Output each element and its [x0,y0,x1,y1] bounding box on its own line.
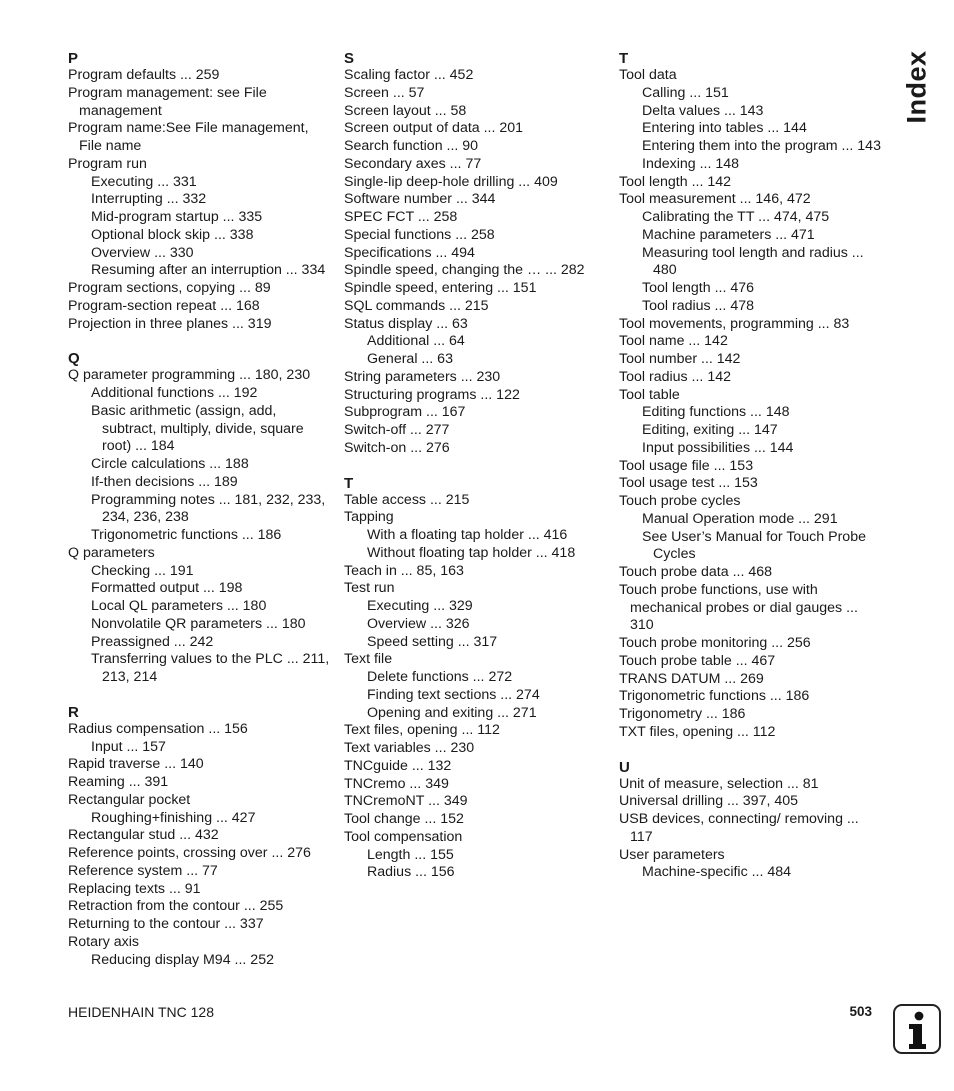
index-entry: Subprogram ... 167 [344,404,466,421]
index-entry: Tool name ... 142 [619,333,728,350]
index-subentry: Optional block skip ... 338 [91,226,254,243]
index-entry: USB devices, connecting/ removing ... 117 [619,811,859,845]
index-entry: Touch probe data ... 468 [619,564,773,580]
section-letter: R [68,703,79,721]
index-entry: Touch probe cycles [619,493,741,509]
index-entry: Replacing texts ... 91 [68,880,201,897]
index-entry: Switch-on ... 276 [344,439,450,456]
index-entry: Screen ... 57 [344,84,425,101]
index-subentry: Overview ... 326 [367,615,470,632]
index-section [344,48,606,458]
index-entry: Reference points, crossing over ... 276 [68,845,311,861]
index-subentry: If-then decisions ... 189 [91,473,238,490]
index-entry: Screen layout ... 58 [344,102,467,119]
index-entry: Universal drilling ... 397, 405 [619,793,799,810]
index-entry: Software number ... 344 [344,191,496,208]
section-letter: P [68,50,79,67]
index-tab-label: Index [901,50,932,124]
index-entry: Tool measurement ... 146, 472 [619,191,811,208]
index-entry: Special functions ... 258 [344,226,495,243]
index-subentry: Without floating tap holder ... 418 [367,544,576,561]
index-entry: Tool length ... 142 [619,173,732,190]
index-subentry: Tool radius ... 478 [642,297,754,314]
index-entry: Rectangular stud ... 432 [68,827,219,844]
index-entry: Reaming ... 391 [68,774,169,790]
index-subentry: General ... 63 [367,351,453,367]
index-subentry: Preassigned ... 242 [91,633,214,650]
index-entry: Program management: see File management [68,84,267,119]
index-entry: TNCguide ... 132 [344,757,452,774]
index-entry: Radius compensation ... 156 [68,720,248,737]
index-subentry: Opening and exiting ... 271 [367,704,537,721]
index-entry: Teach in ... 85, 163 [344,562,464,579]
index-entry: Rapid traverse ... 140 [68,756,204,773]
index-entry: Screen output of data ... 201 [344,120,524,137]
index-entry: Tool table [619,386,680,403]
index-entry: Touch probe monitoring ... 256 [619,635,811,651]
index-subentry: Executing ... 331 [91,173,197,190]
index-entry: String parameters ... 230 [344,368,501,385]
index-entry: Program-section repeat ... 168 [68,297,260,314]
index-entry: Structuring programs ... 122 [344,386,520,403]
index-entry: Tool movements, programming ... 83 [619,315,850,332]
index-subentry: Speed setting ... 317 [367,633,498,650]
index-subentry: Calling ... 151 [642,84,729,101]
index-entry: User parameters [619,846,725,863]
index-entry: Returning to the contour ... 337 [68,916,264,932]
index-entry: Status display ... 63 [344,315,468,332]
index-entry: Reference system ... 77 [68,862,218,879]
index-entry: Touch probe functions, use with mechanical probes or dial gauges ... 310 [619,581,858,634]
index-entry: Projection in three planes ... 319 [68,315,272,332]
index-subentry: Nonvolatile QR parameters ... 180 [91,615,306,632]
index-entry: Tapping [344,509,394,526]
index-entry: Tool usage test ... 153 [619,475,758,492]
index-subentry: Overview ... 330 [91,244,194,261]
index-entry: Table access ... 215 [344,491,470,508]
index-subentry: Input ... 157 [91,738,166,755]
index-subentry: Entering into tables ... 144 [642,120,807,137]
index-subentry: Editing functions ... 148 [642,404,790,421]
index-subentry: Checking ... 191 [91,562,194,579]
index-entry: Tool compensation [344,828,463,845]
index-column-1 [68,48,330,969]
index-entry: SPEC FCT ... 258 [344,209,458,225]
index-entry: Switch-off ... 277 [344,422,450,438]
index-subentry: Finding text sections ... 274 [367,686,540,703]
index-entry: Text file [344,651,393,668]
index-subentry: Interrupting ... 332 [91,191,207,208]
index-subentry: Delta values ... 143 [642,102,764,119]
index-subentry: Circle calculations ... 188 [91,456,249,472]
index-entry: TNCremo ... 349 [344,775,449,792]
index-entry: Program run [68,155,147,172]
index-entry: Tool radius ... 142 [619,368,731,385]
index-entry: Text variables ... 230 [344,740,475,756]
section-letter: Q [68,350,80,368]
info-glyph [895,1006,939,1052]
index-subentry: Reducing display M94 ... 252 [91,951,274,968]
index-entry: Search function ... 90 [344,138,479,154]
index-section [619,757,881,883]
index-subentry: Basic arithmetic (assign, add, subtract, multiply, divide, square root) ... 184 [91,402,304,455]
index-entry: Trigonometry ... 186 [619,706,746,722]
index-section [68,702,330,970]
index-entry: TNCremoNT ... 349 [344,793,468,810]
index-subentry: Formatted output ... 198 [91,580,243,597]
index-section [68,348,330,687]
index-entry: Test run [344,580,395,597]
index-entry: Text files, opening ... 112 [344,722,500,739]
page-number: 503 [849,1004,872,1019]
index-subentry: Tool length ... 476 [642,280,755,296]
index-section [68,48,330,333]
index-entry: Tool number ... 142 [619,351,741,367]
index-entry: Touch probe table ... 467 [619,652,776,669]
index-entry: Q parameter programming ... 180, 230 [68,367,311,384]
index-subentry: Additional functions ... 192 [91,385,258,401]
index-subentry: Local QL parameters ... 180 [91,598,267,614]
index-subentry: Trigonometric functions ... 186 [91,527,282,543]
index-entry: Scaling factor ... 452 [344,67,474,83]
index-entry: Single-lip deep-hole drilling ... 409 [344,173,558,190]
index-column-2 [344,48,606,882]
index-subentry: With a floating tap holder ... 416 [367,527,568,543]
index-entry: Retraction from the contour ... 255 [68,898,284,915]
index-entry: SQL commands ... 215 [344,297,489,314]
index-entry: TRANS DATUM ... 269 [619,670,764,687]
section-letter: S [344,50,355,67]
index-entry: Spindle speed, changing the … ... 282 [344,262,585,279]
index-section [344,473,606,883]
index-subentry: Indexing ... 148 [642,155,740,172]
index-entry: Trigonometric functions ... 186 [619,688,810,705]
index-entry: Q parameters [68,544,155,561]
index-entry: Program name:See File management, File name [68,120,309,154]
index-entry: Tool data [619,67,677,83]
index-subentry: Machine-specific ... 484 [642,864,792,881]
index-entry: Tool change ... 152 [344,811,464,827]
index-entry: Spindle speed, entering ... 151 [344,280,537,296]
index-subentry: Executing ... 329 [367,598,473,614]
index-subentry: Manual Operation mode ... 291 [642,510,838,527]
index-section-tab [900,52,934,122]
index-subentry: Mid-program startup ... 335 [91,209,263,225]
index-entry: Specifications ... 494 [344,244,475,261]
index-subentry: Resuming after an interruption ... 334 [91,262,326,279]
section-letter: U [619,758,630,776]
index-subentry: Measuring tool length and radius ... 480 [642,244,864,279]
index-entry: Secondary axes ... 77 [344,155,482,172]
index-subentry: Delete functions ... 272 [367,669,513,685]
index-entry: Program sections, copying ... 89 [68,280,271,296]
info-icon [893,1004,941,1054]
index-subentry: Editing, exiting ... 147 [642,422,778,438]
index-subentry: Roughing+finishing ... 427 [91,809,256,826]
index-subentry: Input possibilities ... 144 [642,439,794,456]
index-subentry: Programming notes ... 181, 232, 233, 234, 236, 238 [91,491,326,526]
index-entry: Unit of measure, selection ... 81 [619,775,819,792]
index-subentry: See User’s Manual for Touch Probe Cycles [642,528,866,563]
index-subentry: Radius ... 156 [367,864,455,881]
section-letter: T [344,474,354,492]
index-entry: Rectangular pocket [68,791,191,808]
index-column-3 [619,48,881,882]
index-entry: Rotary axis [68,933,139,950]
index-entry: TXT files, opening ... 112 [619,723,776,740]
index-subentry: Length ... 155 [367,846,454,863]
index-subentry: Calibrating the TT ... 474, 475 [642,209,830,225]
index-subentry: Entering them into the program ... 143 [642,138,881,154]
index-entry: Tool usage file ... 153 [619,457,754,474]
index-subentry: Machine parameters ... 471 [642,226,815,243]
index-section [619,48,881,742]
index-subentry: Transferring values to the PLC ... 211, 213, 214 [91,651,330,685]
index-entry: Program defaults ... 259 [68,67,220,83]
section-letter: T [619,50,629,67]
footer-product: HEIDENHAIN TNC 128 [68,1004,215,1020]
index-subentry: Additional ... 64 [367,333,465,350]
